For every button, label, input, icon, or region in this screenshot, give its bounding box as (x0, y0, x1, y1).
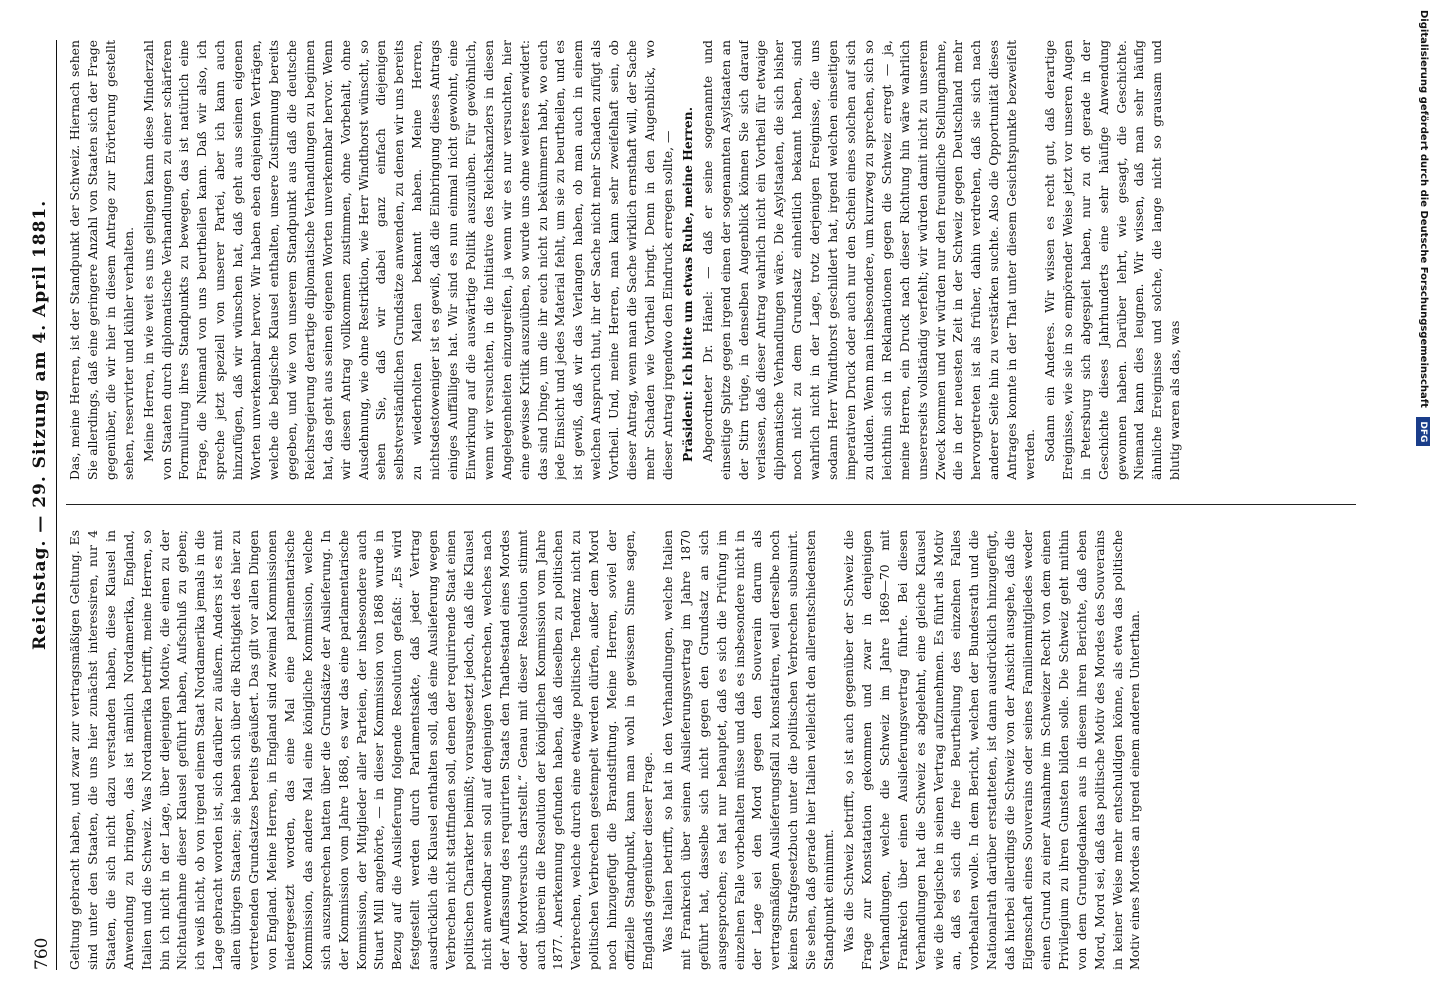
right-column (66, 40, 1356, 480)
paragraph: Was die Schweiz betrifft, so ist auch gegenüber der Schweiz die Frage zur Konstatation gekommen und zwar in denjenigen Verhandlungen, welche die Schweiz im Jahre 1869—70 mit Frankreich über einen Auslieferungsvertrag führte. Bei diesen Verhandlungen hat die Schweiz es abgelehnt, eine gleiche Klausel wie die belgische in seinen Vertrag aufzunehmen. Es führt als Motiv an, daß es sich die freie Beurtheilung des einzelnen Falles vorbehalten wolle. In dem Bericht, welchen der Bundesrath und die Nationalrath darüber erstatteten, ist dann ausdrücklich hinzugefügt, daß hierbei allerdings die Schweiz von der Ansicht ausgehe, daß die Eigenschaft eines Souverains oder seines Familienmitgliedes weder einen Grund zu einer Ausnahme im Schweizer Recht von dem einen Privilegium zu ihren Gunsten bilden solle. Die Schweiz geht mithin von dem Grundgedanken aus in diesem ihren Berichte, daß eben Mord, Mord sei, daß das politische Motiv des Mordes des Souverains in keiner Weise mehr entschuldigen könne, als etwa das politische Motiv eines Mordes an irgend einem anderen Unterthan. (840, 530, 1143, 970)
column-divider (66, 504, 1356, 505)
paragraph: Geltung gebracht haben, und zwar zur vertragsmäßigen Geltung. Es sind unter den Staaten, die uns hier zunächst interessiren, nur 4 Staaten, die sich nicht dazu verstanden haben, diese Klausel in Anwendung zu bringen, das ist nämlich Nordamerika, England, Italien und die Schweiz. Was Nordamerika betrifft, meine Herren, so bin ich nicht in der Lage, über diejenigen Motive, die einen zu der Nichtaufnahme dieser Klausel geführt haben, Aufschluß zu geben; ich weiß nicht, ob von irgend einem Staat Nordamerika jemals in die Lage gebracht worden ist, sich darüber zu äußern. Anders ist es mit allen übrigen Staaten; sie haben sich über die Richtigkeit des hier zu vertretenden Grundsatzes bereits geäußert. Das gilt vor allen Dingen von England. Meine Herren, in England sind zweimal Kommissionen niedergesetzt worden, das eine Mal eine parlamentarische Kommission, das andere Mal eine königliche Kommission, welche sich auszusprechen hatten über die Grundsätze der Auslieferung. In der Kommission vom Jahre 1868, es war das eine parlamentarische Kommission, der Mitglieder aller Parteien, der insbesondere auch Stuart Mill angehörte, — in dieser Kommission von 1868 wurde in Bezug auf die Auslieferung folgende Resolution gefaßt: „Es wird festgestellt werden durch Parlamentsakte, daß jeder Vertrag ausdrücklich die Klausel enthalten soll, daß eine Auslieferung wegen Verbrechen nicht stattfinden soll, denen der requirirende Staat einen politischen Charakter beimißt; vorausgesetzt jedoch, daß die Klausel nicht anwendbar sein soll auf denjenigen Verbrechen, welches nach der Auffassung des requirirten Staats den Thatbestand eines Mordes oder Mordversuchs darstellt.“ Genau mit dieser Resolution stimmt auch überein die Resolution der königlichen Kommission vom Jahre 1877. Anerkennung gefunden haben, daß dieselben zu politischen Verbrechen, welche durch eine etwaige politische Tendenz nicht zu politischen Verbrechen gestempelt werden dürfen, außer dem Mord noch hinzugefügt die Brandstiftung. Meine Herren, soviel der offizielle Standpunkt, kann man wohl in gewissem Sinne sagen, Englands gegenüber dieser Frage. (67, 530, 655, 970)
paragraph: Das, meine Herren, ist der Standpunkt der Schweiz. Hiernach sehen Sie allerdings, daß eine geringere Anzahl von Staaten sich der Frage gegenüber, die wir hier in diesem Antrage zur Erörterung gestellt sehen, reservirter und kühler verhalten. (67, 40, 136, 480)
speaker-paragraph-president: Präsident: Ich bitte um etwas Ruhe, meine Herren. (679, 106, 695, 462)
paragraph: Was Italien betrifft, so hat in den Verhandlungen, welche Italien mit Frankreich über seinen Auslieferungsvertrag im Jahre 1870 geführt hat, dasselbe sich nicht gegen den Grundsatz an sich ausgesprochen; es hat nur behauptet, daß es sich die Prüfung im einzelnen Falle vorbehalten müsse und daß es insbesondere nicht in der Lage sei den Mord gegen den Souverain darum als vertragsmäßigen Auslieferungsfall zu konstatiren, weil derselbe noch keinen Strafgesetzbuch unter die politischen Verbrechen subsumirt. Sie sehen, daß gerade hier Italien vielleicht den allerentschiedensten Standpunkt einnimmt. (659, 530, 837, 970)
speaker-paragraph-haenel: Abgeordneter Dr. Hänel: — daß er seine sogenannte und einseitige Spitze gegen irgend einen der sogenannten Asylstaaten an der Stirn trüge, in denselben Augenblick können Sie sich darauf verlassen, daß dieser Antrag wahrlich nicht ein Vortheil für etwaige diplomatische Verhandlungen wäre. Die Asylstaaten, die sich bisher noch nicht zu dem Grundsatz einheitlich bekannt haben, sind wahrlich nicht in der Lage, trotz derjenigen Ereignisse, die uns sodann Herr Windthorst geschildert hat, irgend welchen einseitigen imperativen Druck oder auch nur den Schein eines solchen auf sich zu dulden. Wenn man insbesondere, um kurzweg zu sprechen, sich so leichthin sich in Reklamationen gegen die Schweiz erregt — ja, meine Herren, ein Druck nach dieser Richtung hin wäre wahrlich unsererseits vollständig verfehlt; wir würden damit nicht zu unserem Zweck kommen und wir würden nur den freundliche Stellungnahme, die in der neuesten Zeit in der Schweiz gegen Deutschland mehr hervorgetreten ist als früher, dahin verdrehen, daß sie sich nach anderer Seite hin zu verstärken suchte. Also die Opportunität dieses Antrages konnte in der That unter diesem Gesichtspunkte bezweifelt werden. (699, 40, 1038, 480)
paragraph: Sodann ein Anderes. Wir wissen es recht gut, daß derartige Ereignisse, wie sie in so empörender Weise jetzt vor unseren Augen in Petersburg sich abgespielt haben, nur zu oft gerade in der Geschichte dieses Jahrhunderts eine sehr häufige Anwendung gewonnen haben. Darüber lehrt, wie gesagt, die Geschichte. Niemand kann dies leugnen. Wir wissen, daß man sehr häufig ähnliche Ereignisse und solche, die lange nicht so grausam und blutig waren als das, was (1041, 40, 1183, 480)
paragraph: Meine Herren, in wie weit es uns gelingen kann diese Minderzahl von Staaten durch diplomatische Verhandlungen zu einer schärferen Formulirung ihres Standpunkts zu bewegen, das ist natürlich eine Frage, die Niemand von uns beurtheilen kann. Daß wir also, ich spreche jetzt speziell von unserer Partei, aber ich kann auch hinzufügen, daß wir wünschen hat, daß geht aus seinen eigenen Worten unverkennbar hervor. Wir haben eben denjenigen Verträgen, welche die belgische Klausel enthalten, unsere Zustimmung bereits gegeben, und wie von unserem Standpunkt aus daß die deutsche Reichsregierung derartige diplomatische Verhandlungen zu beginnen hat, das geht aus seinen eigenen Worten unverkennbar hervor. Wenn wir diesen Antrag vollkommen zustimmen, ohne Vorbehalt, ohne Ausdehnung, wie ohne Restriktion, wie Herr Windthorst wünscht, so sehen Sie, daß wir dabei ganz einfach diejenigen selbstverständlichen Grundsätze anwenden, zu denen wir uns bereits zu wiederholten Malen bekannt haben. Meine Herren, nichtsdestoweniger ist es gewiß, daß die Einbringung dieses Antrags einiges Auffälliges hat. Wir sind es nun einmal nicht gewohnt, eine Einwirkung auf die auswärtige Politik auszuüben. Für gewöhnlich, wenn wir versuchten, in die Initiative des Reichskanzlers in diesen Angelegenheiten einzugreifen, ja wenn wir es nur versuchten, hier eine gewisse Kritik auszuüben, so wurde uns ohne weiteres erwidert: das sind Dinge, um die ihr euch nicht zu bekümmern habt, wo euch jede Einsicht und jedes Material fehlt, um sie zu beurtheilen, und es ist gewiß, daß wir das Verlangen haben, ob man auch in einem welchen Anspruch thut, ihr der Sache nicht mehr Schaden zufügt als Vortheil. Und, meine Herren, man kann sehr zweifelhaft sein, ob dieser Antrag, wenn man die Sache wirklich ernsthaft will, der Sache mehr Schaden wie Vortheil bringt. Denn in den Augenblick, wo dieser Antrag irgendwo den Eindruck erregen sollte, — (140, 40, 675, 480)
left-column (66, 530, 1356, 970)
page-header (30, 40, 57, 970)
running-title: Reichstag. — 29. Sitzung am 4. April 1881. (30, 199, 50, 650)
funding-note-text: Digitalisierung gefördert durch die Deutsche Forschungsgemeinschaft (1418, 10, 1429, 408)
dfg-logo: DFG (1416, 417, 1430, 446)
funding-note (1416, 10, 1430, 990)
page-number: 760 (32, 937, 52, 970)
